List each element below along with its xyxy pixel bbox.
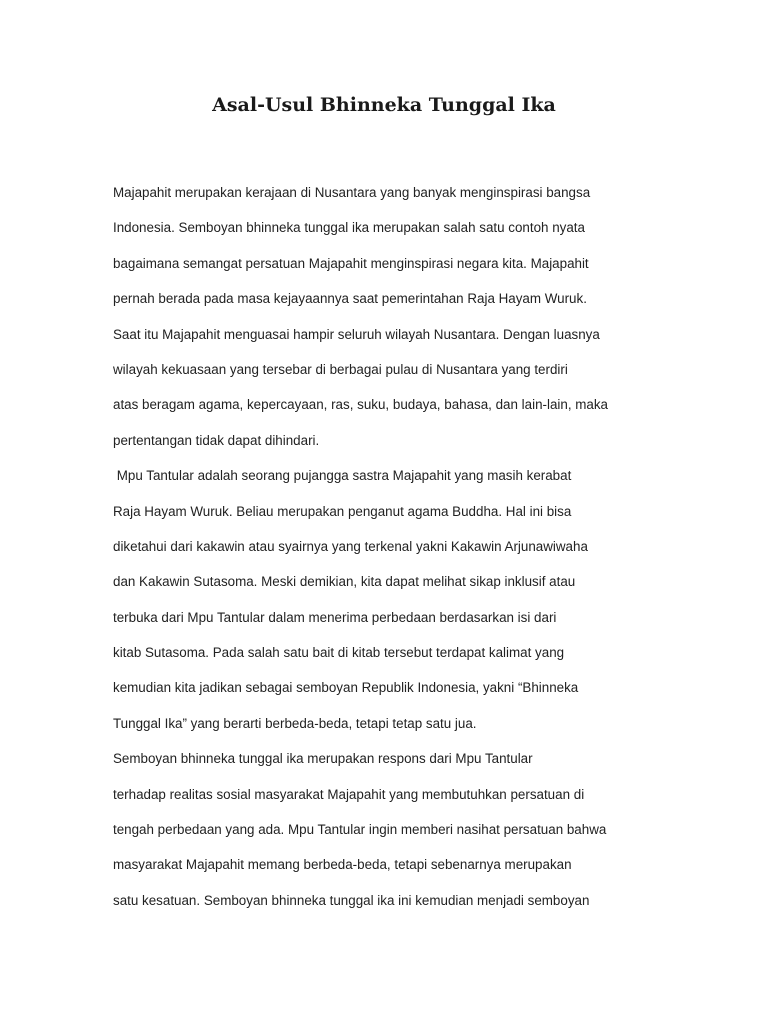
text-line: diketahui dari kakawin atau syairnya yang terkenal yakni Kakawin Arjunawiwaha xyxy=(113,538,588,554)
text-line: Majapahit merupakan kerajaan di Nusantara yang banyak menginspirasi bangsa xyxy=(113,185,591,200)
text-line: bagaimana semangat persatuan Majapahit menginspirasi negara kita. Majapahit xyxy=(113,255,589,271)
text-line: pertentangan tidak dapat dihindari. xyxy=(113,432,320,448)
text-line: terhadap realitas sosial masyarakat Majapahit yang membutuhkan persatuan di xyxy=(113,786,585,802)
text-line: Indonesia. Semboyan bhinneka tunggal ika merupakan salah satu contoh nyata xyxy=(113,220,585,236)
text-line: kemudian kita jadikan sebagai semboyan Republik Indonesia, yakni “Bhinneka xyxy=(113,680,579,696)
text-line: masyarakat Majapahit memang berbeda-beda, tetapi sebenarnya merupakan xyxy=(113,857,572,873)
document-title: Asal-Usul Bhinneka Tunggal Ika xyxy=(212,94,556,116)
text-line: satu kesatuan. Semboyan bhinneka tunggal ika ini kemudian menjadi semboyan xyxy=(113,892,590,908)
text-line: Saat itu Majapahit menguasai hampir seluruh wilayah Nusantara. Dengan luasnya xyxy=(113,326,600,342)
text-line: Raja Hayam Wuruk. Beliau merupakan penganut agama Buddha. Hal ini bisa xyxy=(113,503,572,519)
text-line: Mpu Tantular adalah seorang pujangga sastra Majapahit yang masih kerabat xyxy=(113,468,572,484)
text-line: dan Kakawin Sutasoma. Meski demikian, kita dapat melihat sikap inklusif atau xyxy=(113,574,576,590)
text-line: atas beragam agama, kepercayaan, ras, suku, budaya, bahasa, dan lain-lain, maka xyxy=(113,397,609,413)
text-line: pernah berada pada masa kejayaannya saat pemerintahan Raja Hayam Wuruk. xyxy=(113,291,587,307)
text-line: tengah perbedaan yang ada. Mpu Tantular ingin memberi nasihat persatuan bahwa xyxy=(113,822,607,838)
text-line: terbuka dari Mpu Tantular dalam menerima perbedaan berdasarkan isi dari xyxy=(113,609,557,625)
text-line: wilayah kekuasaan yang tersebar di berbagai pulau di Nusantara yang terdiri xyxy=(113,361,568,377)
document-body xyxy=(113,180,673,923)
text-line: Semboyan bhinneka tunggal ika merupakan respons dari Mpu Tantular xyxy=(113,751,533,767)
text-line: Tunggal Ika” yang berarti berbeda-beda, tetapi tetap satu jua. xyxy=(113,715,477,731)
text-line: kitab Sutasoma. Pada salah satu bait di kitab tersebut terdapat kalimat yang xyxy=(113,645,565,661)
